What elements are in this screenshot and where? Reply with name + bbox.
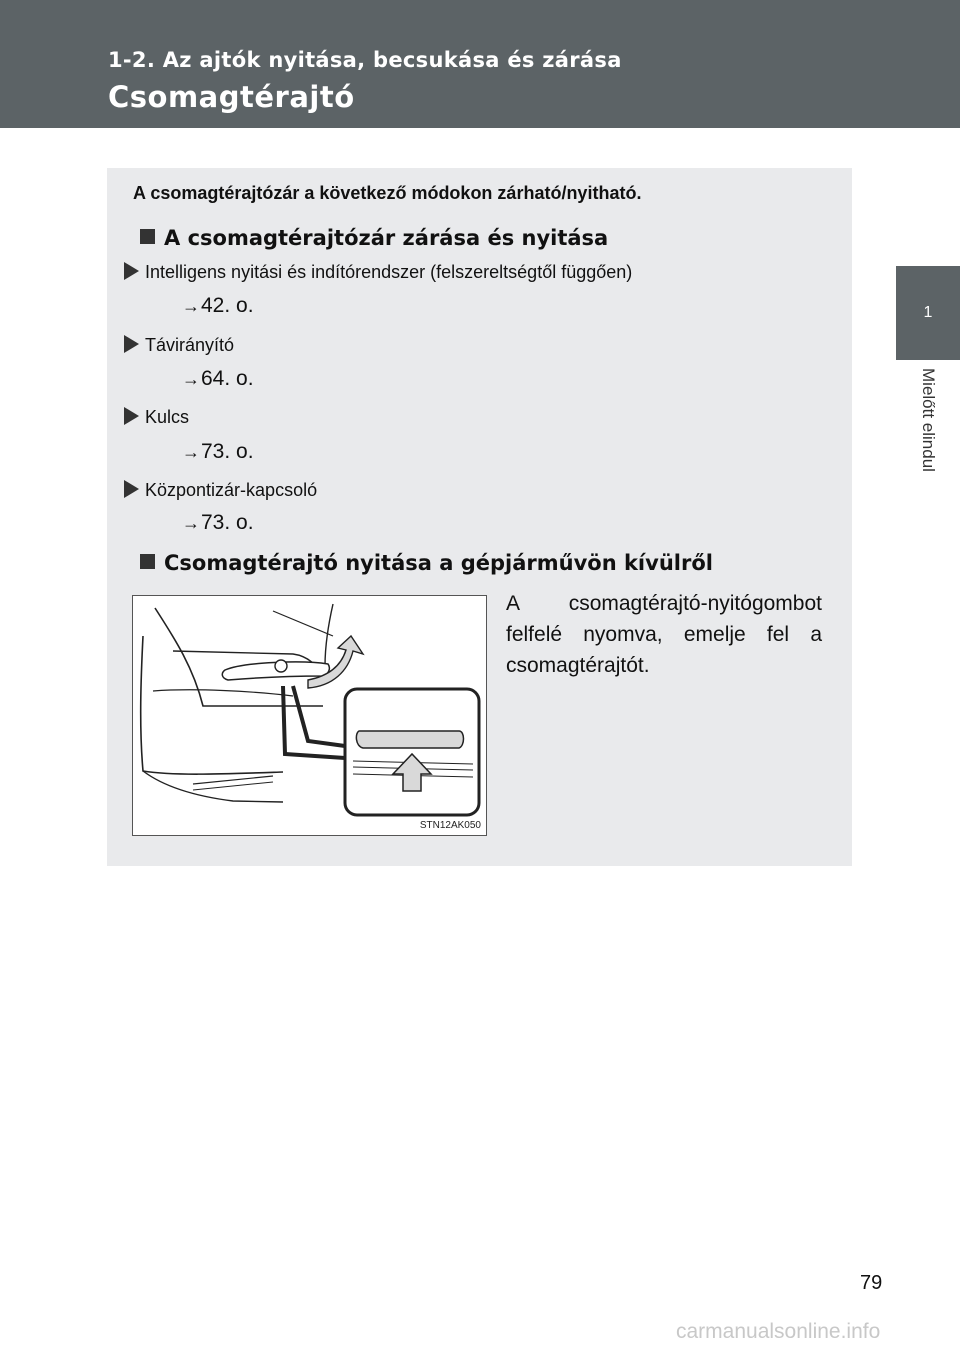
list-item [124,480,317,501]
subheading-open [140,551,713,575]
chapter-tab [896,266,960,360]
triangle-bullet-icon [124,262,139,280]
page-title: Csomagtérajtó [108,80,355,114]
chapter-number: 1 [923,304,933,321]
page-reference-text: 73. o. [201,440,254,463]
list-item [124,407,189,428]
subheading-lock [140,226,608,250]
description-text: A csomagtérajtó-nyitógombot felfelé nyomva, emelje fel a csomagtérajtót. [506,592,822,677]
watermark: carmanualsonline.info [676,1320,881,1343]
list-item-label: Távirányító [145,335,235,355]
page-reference-text: 42. o. [201,294,254,317]
list-item-label: Kulcs [145,407,190,427]
list-item [124,335,234,356]
arrow-right-icon: → [182,442,200,462]
list-item-label: Intelligens nyitási és indítórendszer (felszereltségtől függően) [145,262,633,282]
page-reference-text: 73. o. [201,511,254,534]
list-item [124,262,632,283]
intro-text: A csomagtérajtózár a következő módokon zárható/nyitható. [133,183,642,203]
page-number: 79 [860,1272,883,1294]
page-reference[interactable] [182,294,254,318]
car-rear-illustration [133,596,486,835]
subheading-open-text: Csomagtérajtó nyitása a gépjárművön kívülről [164,551,713,575]
triangle-bullet-icon [124,480,139,498]
section-title: 1-2. Az ajtók nyitása, becsukása és zárása [108,48,622,72]
triangle-bullet-icon [124,335,139,353]
page-reference[interactable] [182,367,254,391]
chapter-label [896,368,960,502]
page-reference-text: 64. o. [201,367,254,390]
page-reference[interactable] [182,511,254,535]
square-bullet-icon [140,229,155,244]
subheading-lock-text: A csomagtérajtózár zárása és nyitása [164,226,609,250]
triangle-bullet-icon [124,407,139,425]
arrow-right-icon: → [182,296,200,316]
arrow-right-icon: → [182,513,200,533]
list-item-label: Központizár-kapcsoló [145,480,318,500]
figure-code: STN12AK050 [419,820,481,831]
back-door-illustration [132,595,487,836]
page-reference[interactable] [182,440,254,464]
square-bullet-icon [140,554,155,569]
arrow-right-icon: → [182,369,200,389]
chapter-label-text: Mielőtt elindul [919,368,938,472]
page-header [0,0,960,128]
